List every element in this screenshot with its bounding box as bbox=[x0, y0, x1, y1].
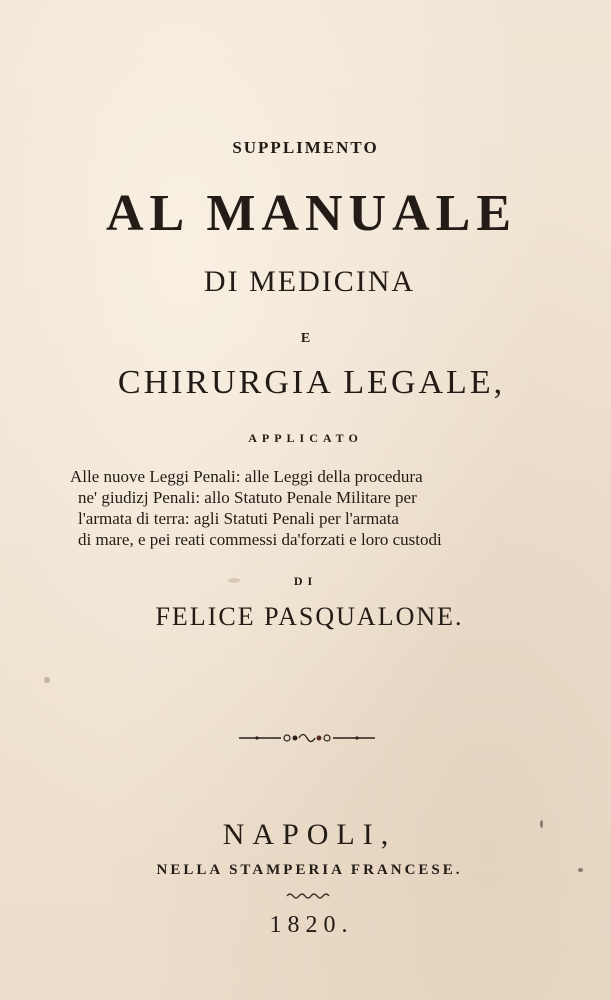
imprint-year: 1820. bbox=[269, 912, 354, 938]
foxing-spot bbox=[578, 868, 583, 872]
imprint-press: NELLA STAMPERIA FRANCESE. bbox=[156, 862, 463, 878]
conjunction-e: E bbox=[300, 331, 311, 346]
main-title: AL MANUALE bbox=[105, 185, 518, 242]
supplimento-heading: SUPPLIMENTO bbox=[232, 138, 379, 157]
foxing-spot bbox=[44, 677, 50, 683]
author-name: FELICE PASQUALONE. bbox=[155, 602, 464, 631]
wavy-rule-icon bbox=[286, 892, 330, 900]
foxing-spot bbox=[228, 578, 240, 583]
description-line: ne' giudizj Penali: allo Statuto Penale Militare per bbox=[78, 488, 417, 507]
description-line: di mare, e pei reati commessi da'forzati e loro custodi bbox=[78, 530, 442, 549]
subtitle-chirurgia: CHIRURGIA LEGALE, bbox=[117, 364, 506, 401]
description-paragraph bbox=[70, 466, 530, 550]
foxing-spot bbox=[540, 820, 543, 828]
printer-ornament-icon bbox=[237, 728, 377, 748]
description-line: Alle nuove Leggi Penali: alle Leggi della procedura bbox=[70, 467, 423, 486]
description-line: l'armata di terra: agli Statuti Penali per l'armata bbox=[78, 509, 399, 528]
di-label: DI bbox=[293, 574, 318, 588]
imprint-place: NAPOLI, bbox=[222, 818, 397, 851]
applicato-label: APPLICATO bbox=[248, 431, 363, 445]
subtitle-medicina: DI MEDICINA bbox=[203, 265, 416, 298]
